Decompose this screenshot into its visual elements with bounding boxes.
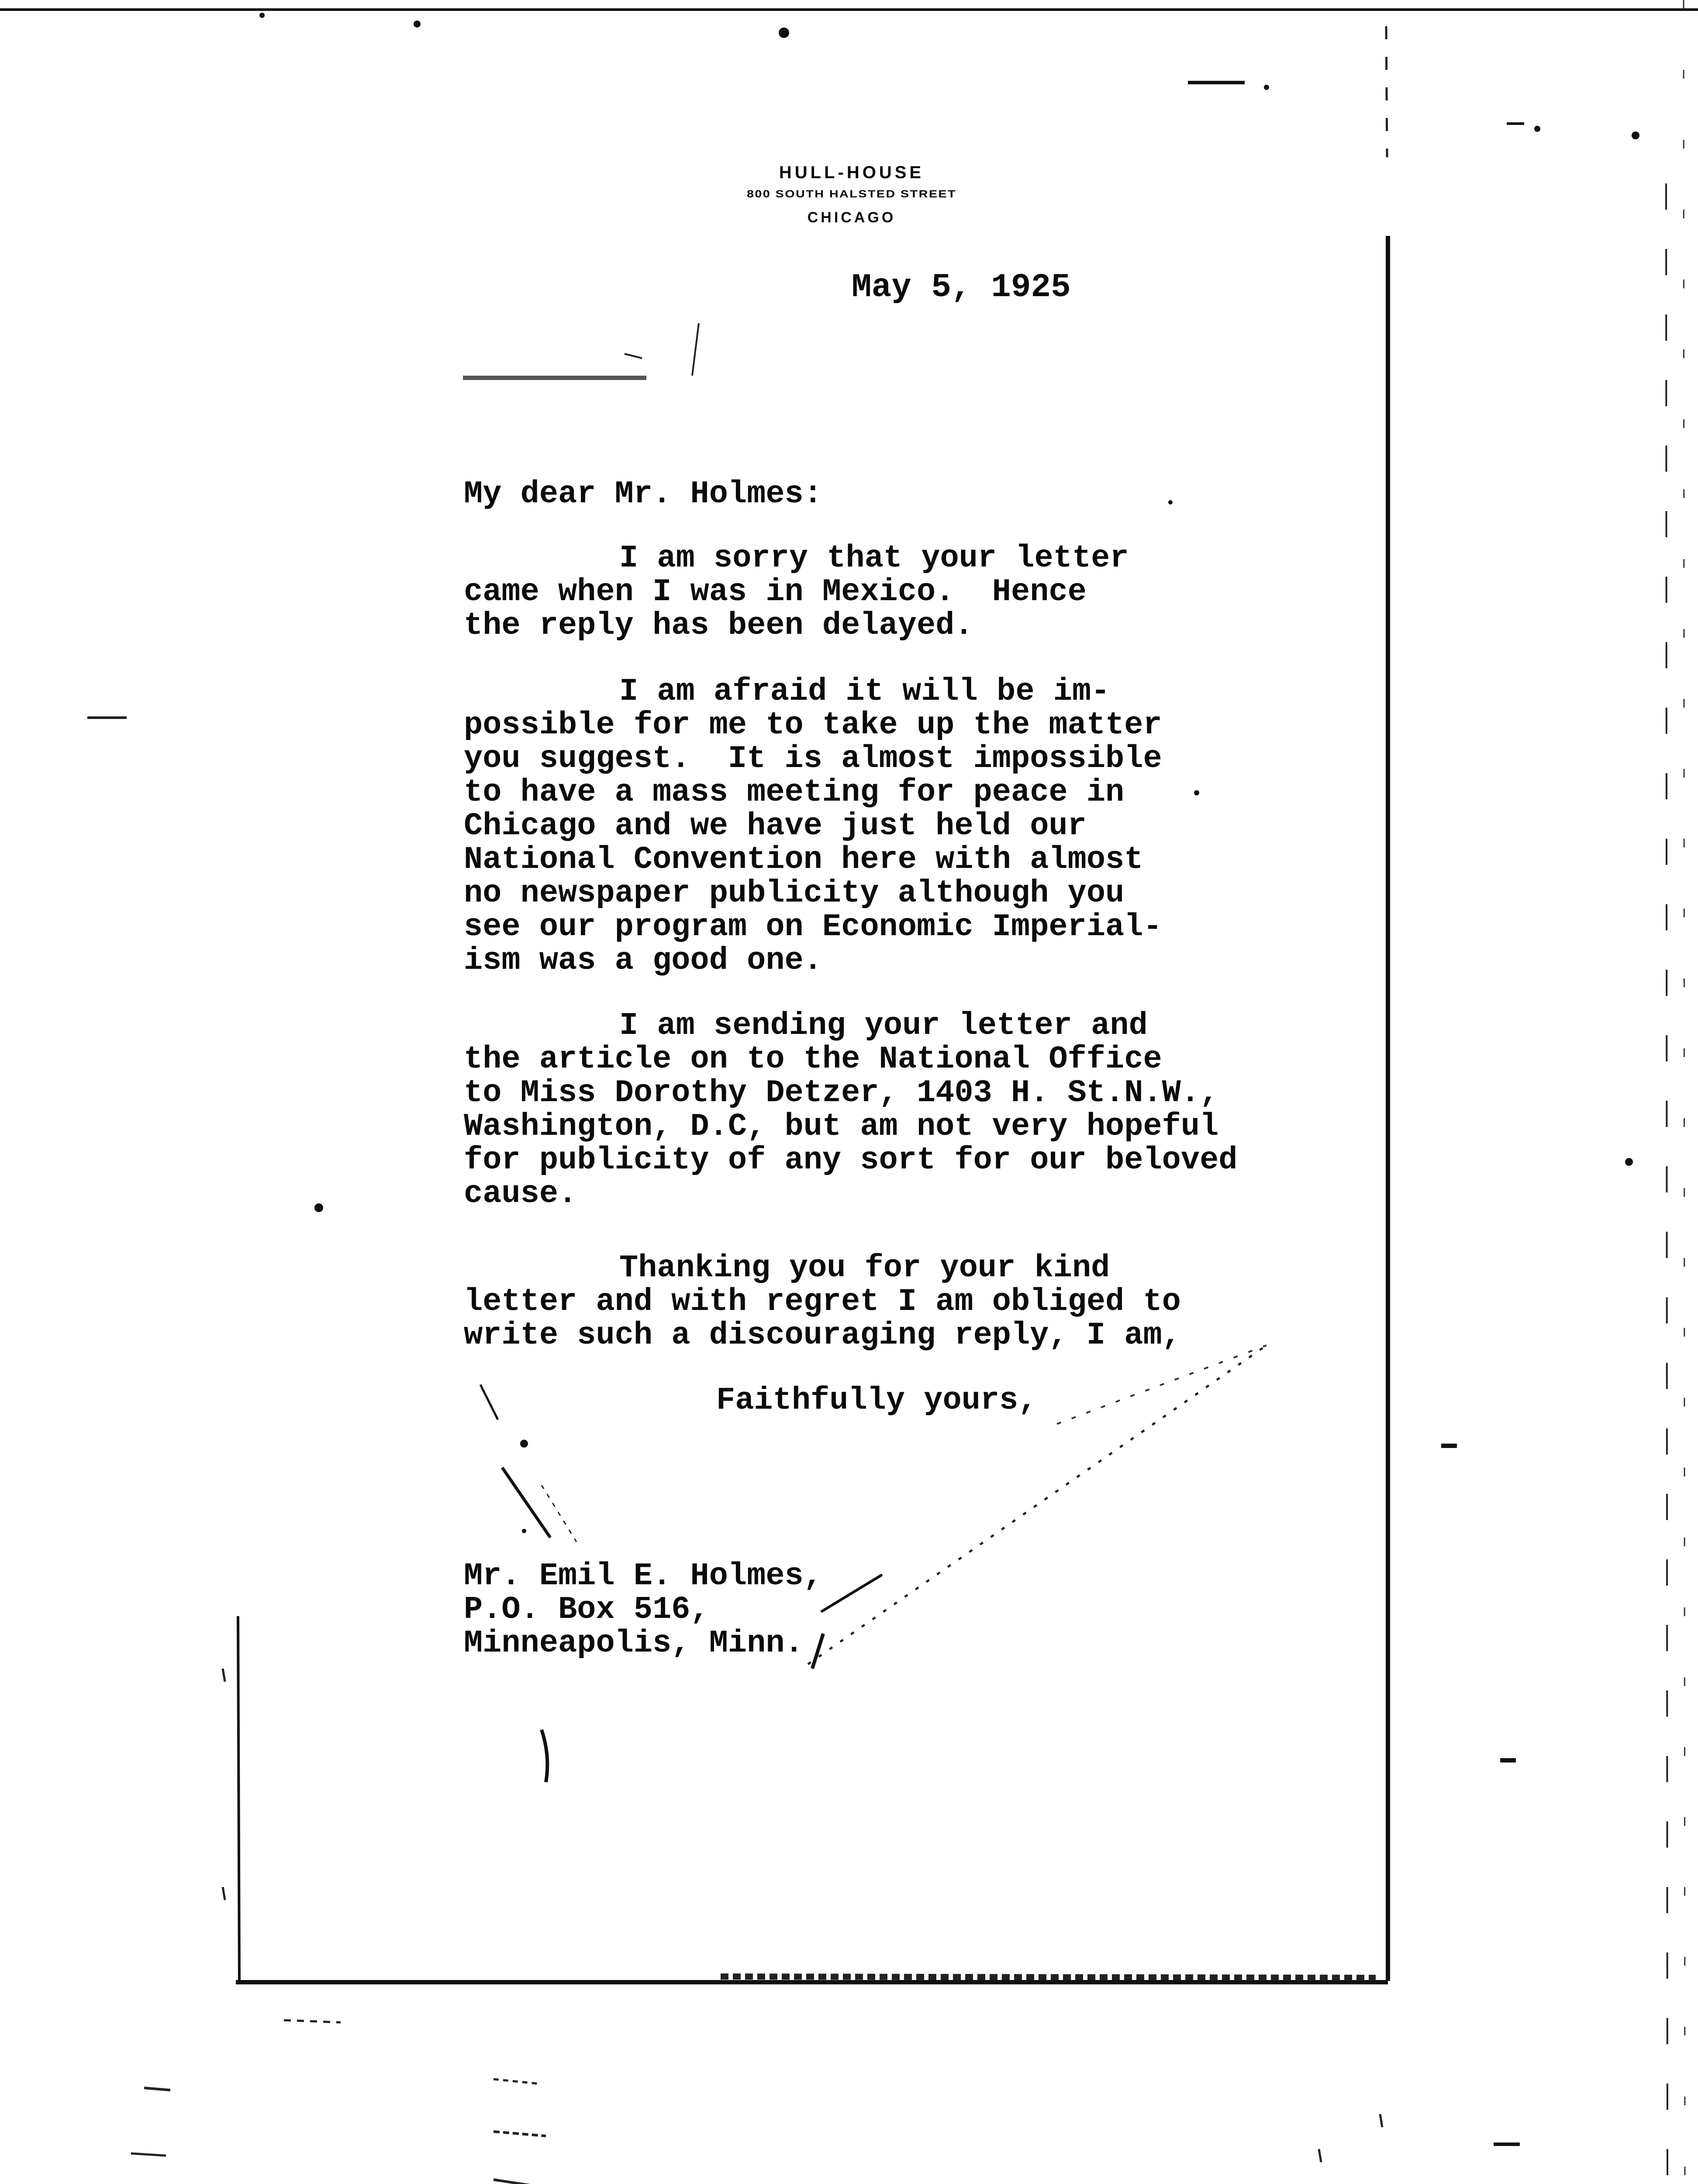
paragraph-line: Thanking you for your kind [619, 1250, 1110, 1286]
paragraph-line: to Miss Dorothy Detzer, 1403 H. St.N.W., [464, 1075, 1219, 1111]
paragraph-line: Washington, D.C, but am not very hopeful [464, 1109, 1219, 1144]
letterhead-city: CHICAGO [807, 209, 896, 226]
salutation: My dear Mr. Holmes: [464, 476, 822, 512]
paragraph-line: write such a discouraging reply, I am, [464, 1317, 1181, 1353]
addressee-line: Minneapolis, Minn. [464, 1625, 804, 1661]
paragraph-line: you suggest. It is almost impossible [464, 741, 1162, 777]
paragraph-line: letter and with regret I am obliged to [464, 1284, 1181, 1320]
paragraph-line: I am sending your letter and [619, 1008, 1148, 1044]
paragraph-line: to have a mass meeting for peace in [464, 774, 1125, 810]
addressee-line: P.O. Box 516, [464, 1592, 709, 1628]
paragraph-line: for publicity of any sort for our beloved [464, 1142, 1238, 1178]
paragraph-line: came when I was in Mexico. Hence [464, 574, 1087, 610]
paragraph-line: see our program on Economic Imperial- [464, 909, 1162, 945]
paragraph-line: no newspaper publicity although you [464, 875, 1125, 911]
letterhead [611, 159, 1092, 232]
addressee-block [464, 1559, 822, 1660]
letterhead-name: HULL-HOUSE [779, 163, 925, 182]
letterhead-street: 800 SOUTH HALSTED STREET [746, 188, 957, 200]
left-page-border [238, 1616, 239, 1983]
paragraph-line: ism was a good one. [464, 943, 822, 978]
paragraph-line: I am sorry that your letter [619, 540, 1129, 576]
addressee-line: Mr. Emil E. Holmes, [464, 1558, 822, 1594]
closing: Faithfully yours, [716, 1382, 1037, 1418]
paragraph-line: cause. [464, 1176, 577, 1212]
paragraph-line: I am afraid it will be im- [619, 674, 1110, 709]
paragraph-line: Chicago and we have just held our [464, 808, 1087, 844]
paragraph-line: possible for me to take up the matter [464, 707, 1162, 743]
paragraph-1 [464, 542, 1129, 643]
paragraph-line: National Convention here with almost [464, 842, 1143, 878]
letter-date: May 5, 1925 [852, 269, 1071, 306]
paragraph-2 [464, 675, 1162, 978]
paragraph-4 [464, 1251, 1181, 1352]
paragraph-3 [464, 1009, 1238, 1211]
paragraph-line: the article on to the National Office [464, 1041, 1162, 1077]
paragraph-line: the reply has been delayed. [464, 608, 973, 643]
